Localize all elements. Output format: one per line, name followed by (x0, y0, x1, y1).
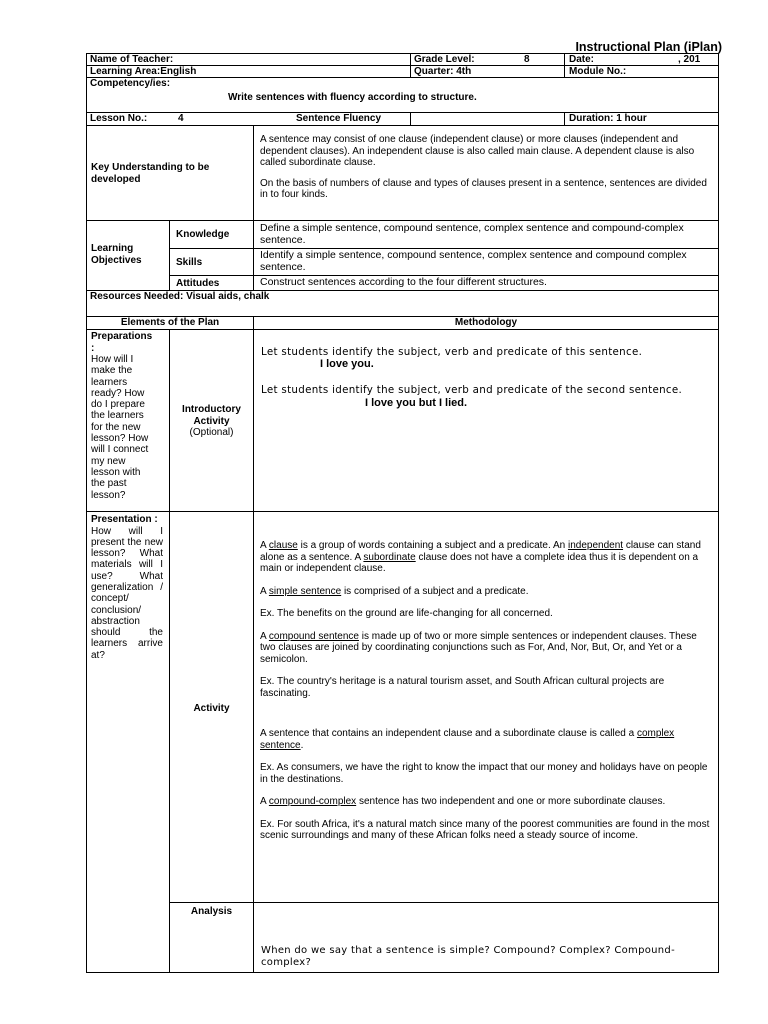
complex-definition (260, 728, 710, 751)
teacher-label: Name of Teacher: (90, 54, 174, 65)
term-compound-complex: compound-complex (268, 796, 357, 807)
skills-label: Skills (176, 257, 203, 268)
intro-sentence-2: I love you but I lied. (365, 397, 468, 409)
analysis-label-cell (169, 902, 254, 973)
blank-cell (410, 112, 565, 126)
methodology-header: Methodology (454, 317, 518, 328)
text-run: A (260, 796, 269, 807)
text-run: A (260, 540, 269, 551)
elements-header-cell (86, 316, 254, 330)
duration-cell (564, 112, 719, 126)
methodology-header-cell (253, 316, 719, 330)
competency-label: Competency/ies: (90, 78, 171, 89)
key-understanding-p1: A sentence may consist of one clause (independent clause) or more clauses (independent and dependent clauses). An independent clause is also called main clause. A dependent clause is also called subordinate clause. (260, 134, 695, 168)
text-run: is a group of words containing a subject and a predicate. An (297, 540, 568, 551)
compound-complex-definition (260, 796, 710, 808)
presentation-activity-label: Activity (193, 703, 230, 714)
date-label: Date: (569, 54, 595, 65)
attitudes-label: Attitudes (176, 278, 220, 289)
attitudes-label-cell (169, 275, 254, 291)
simple-example: Ex. The benefits on the ground are life-changing for all concerned. (260, 608, 553, 619)
term-simple-sentence: simple sentence (268, 585, 342, 597)
preparations-questions: How will I make the learners ready? How do I prepare the learners for the new lesson? How will I connect my new lesson with the past lesson? (91, 354, 149, 501)
attitudes-text: Construct sentences according to the four different structures. (260, 276, 547, 288)
compound-complex-example: Ex. For south Africa, it's a natural match since many of the poorest communities are found in the most scenic surroundings and many of these African folks need a steady source of income. (260, 818, 710, 841)
objectives-label-cell (86, 220, 170, 291)
term-compound-sentence: compound sentence (268, 630, 359, 642)
term-clause: clause (268, 540, 298, 551)
term-independent: independent (567, 540, 624, 551)
attitudes-text-cell (253, 275, 719, 291)
intro-line-1: Let students identify the subject, verb and predicate of this sentence. (261, 346, 643, 358)
analysis-label: Analysis (190, 906, 233, 917)
knowledge-label: Knowledge (176, 229, 230, 240)
intro-activity-label: Introductory Activity (182, 404, 241, 427)
text-run: clause can stand alone as a sentence. A (260, 540, 701, 563)
intro-sentence-1: I love you. (320, 358, 374, 370)
grade-value: 8 (524, 54, 530, 65)
knowledge-text-cell (253, 220, 719, 249)
skills-text: Identify a simple sentence, compound sentence, complex sentence and compound complex sentence. (260, 249, 687, 273)
lesson-topic: Sentence Fluency (296, 113, 382, 124)
knowledge-label-cell (169, 220, 254, 249)
intro-methodology-cell (253, 329, 719, 512)
preparations-label: Preparations : (91, 331, 153, 354)
key-understanding-label: Key Understanding to be developed (91, 162, 210, 185)
competency-cell (86, 77, 719, 113)
intro-activity-cell (169, 329, 254, 512)
presentation-methodology-cell (253, 511, 719, 903)
competency-value: Write sentences with fluency according to structure. (228, 92, 477, 103)
presentation-activity-cell (169, 511, 254, 903)
intro-line-2: Let students identify the subject, verb and predicate of the second sentence. (261, 384, 683, 396)
text-run: is comprised of a subject and a predicate. (341, 585, 529, 597)
preparations-cell (86, 329, 170, 512)
skills-text-cell (253, 248, 719, 276)
objectives-label: Learning Objectives (91, 243, 142, 266)
text-run: clause does not have a complete idea thus it is dependent on a main or independent clause. (260, 551, 699, 574)
lesson-value: 4 (178, 113, 184, 124)
learning-area-label: Learning Area:English (90, 66, 197, 77)
resources-text: Resources Needed: Visual aids, chalk (90, 291, 270, 302)
compound-definition (260, 631, 710, 666)
text-run: A (260, 585, 269, 597)
iplan-table (86, 53, 719, 973)
module-label: Module No.: (569, 66, 627, 77)
key-understanding-content (253, 125, 719, 221)
clause-definition (260, 540, 710, 575)
simple-definition (260, 586, 710, 598)
text-run: sentence has two independent and one or more subordinate clauses. (356, 796, 666, 807)
lesson-cell (86, 112, 411, 126)
duration-label: Duration: 1 hour (569, 113, 647, 124)
text-run: A (260, 630, 269, 642)
intro-activity-note: (Optional) (189, 427, 234, 438)
presentation-questions: How will I present the new lesson? What materials will I use? What generalization / concept/ conclusion/ abstraction should the learners arrive at? (91, 525, 163, 661)
complex-example: Ex. As consumers, we have the right to know the impact that our money and holidays have on people in the destinations. (260, 762, 708, 785)
presentation-label: Presentation : (91, 514, 158, 525)
key-understanding-p2: On the basis of numbers of clause and types of clauses present in a sentence, sentences are divided in to four kinds. (260, 177, 707, 200)
date-value: , 201 (678, 54, 701, 65)
analysis-question: When do we say that a sentence is simple? Compound? Complex? Compound-complex? (261, 945, 675, 968)
skills-label-cell (169, 248, 254, 276)
text-run: is made up of two or more simple sentences or independent clauses. These two clauses are joined by coordinating conjunctions such as For, And, Nor, But, Or, and Yet or a semicolon. (260, 630, 697, 665)
quarter-label: Quarter: 4th (414, 66, 472, 77)
text-run: A sentence that contains an independent clause and a subordinate clause is called a (260, 728, 637, 739)
analysis-content-cell (253, 902, 719, 973)
resources-cell (86, 290, 719, 317)
presentation-cell (86, 511, 170, 973)
text-run: . (300, 739, 304, 751)
compound-example: Ex. The country's heritage is a natural tourism asset, and South African cultural projects are fascinating. (260, 676, 665, 699)
term-complex-sentence: complex sentence (260, 728, 675, 751)
lesson-label: Lesson No.: (90, 113, 148, 124)
elements-header: Elements of the Plan (120, 317, 220, 328)
term-subordinate: subordinate (363, 551, 416, 563)
key-understanding-label-cell (86, 125, 254, 221)
grade-label: Grade Level: (414, 54, 475, 65)
document-title: Instructional Plan (iPlan) (575, 40, 722, 54)
knowledge-text: Define a simple sentence, compound sentence, complex sentence and compound-complex sentence. (260, 222, 684, 246)
